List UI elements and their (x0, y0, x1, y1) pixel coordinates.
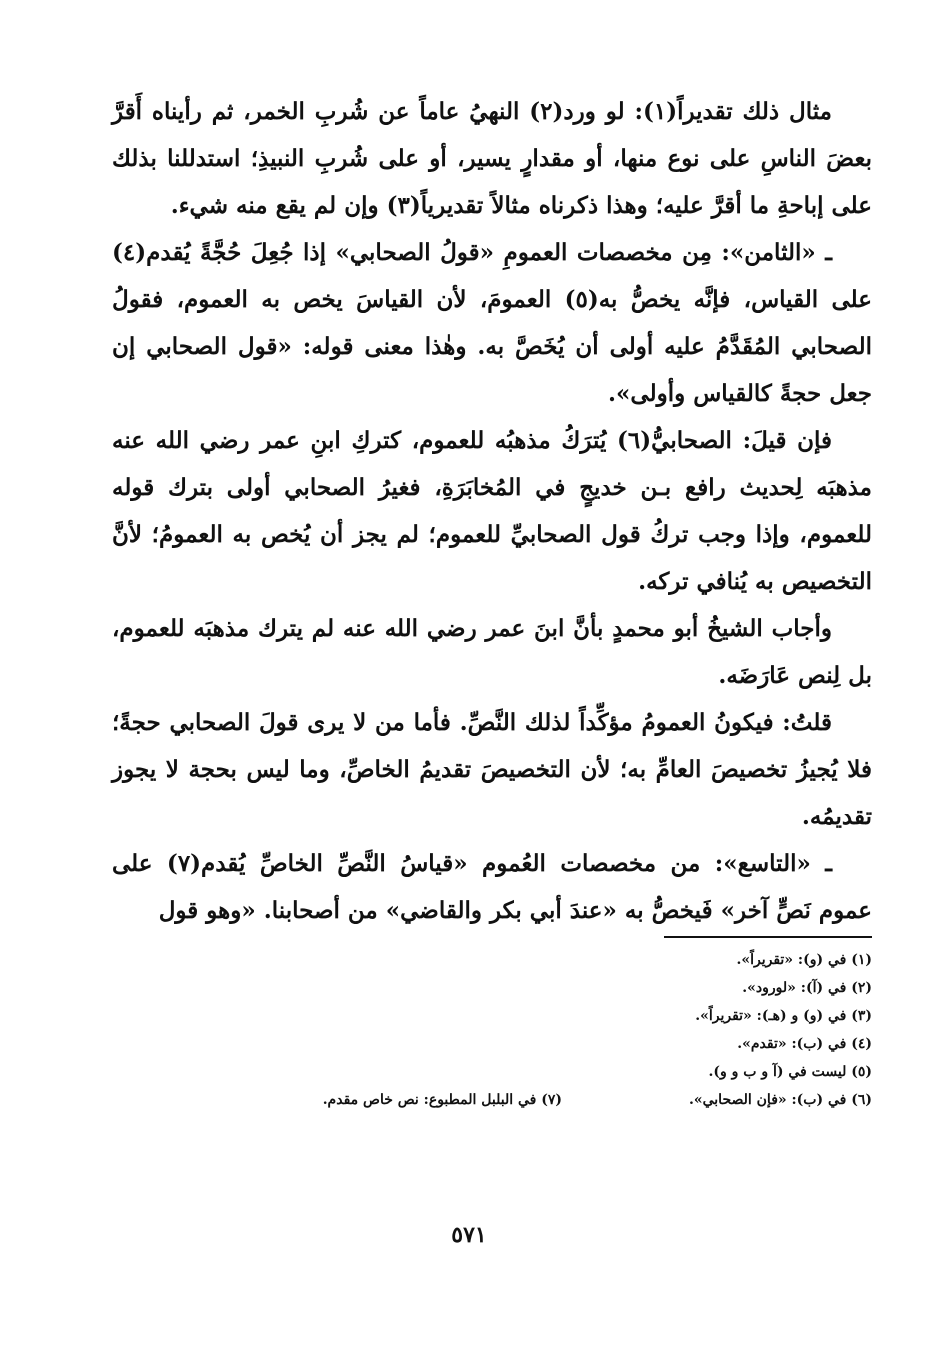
footnote-6: (٦) في (ب): «فإن الصحابي». (688, 1092, 872, 1108)
paragraph-5: قلتُ: فيكونُ العمومُ مؤكِّداً لذلك النَّصِّ. فأما من لا يرى قولَ الصحابي حجةً؛ فلا يُجيزُ تخصيصَ العامِّ به؛ لأن التخصيصَ تقديمُ الخاصِّ، وما ليس بحجة لا يجوز تقديمُه. (112, 709, 872, 830)
paragraph-6: ـ «التاسع»: من مخصصات العُموم «قياسُ النَّصِّ الخاصِّ يُقدم(٧) على عموم نَصٍّ آخر» فَيخصُّ به «عندَ أبي بكر والقاضي» من أصحابنا. «وهو قول (112, 850, 872, 924)
page-number: ٥٧١ (451, 1222, 487, 1248)
footnotes-column-left (323, 1086, 562, 1114)
footnote-7: (٧) في البلبل المطبوع: نص خاص مقدم. (322, 1092, 562, 1108)
footnote-divider (664, 936, 872, 938)
paragraph-3: فإن قيلَ: الصحابيُّ(٦) يُترَكُ مذهبُه للعموم، كتركِ ابنِ عمر رضي الله عنه مذهبَه لِحديث رافع بـن خديجٍ في المُخابَرَةِ، فغيرُ الصحابي أولى بترك قوله للعموم، وإذا وجب تركُ قول الصحابيِّ للعموم؛ لم يجز أن يُخص به العمومُ؛ لأنَّ التخصيص به يُنافي تركه. (112, 427, 872, 595)
paragraph-2: ـ «الثامن»: مِن مخصصات العمومِ «قولُ الصحابي» إذا جُعِلَ حُجَّةً يُقدم(٤) على القياس، فإنَّه يخصُّ به(٥) العمومَ، لأن القياسَ يخص به العموم، فقولُ الصحابي المُقَدَّمُ عليه أولى أن يُخَصَّ به. وهٰذا معنى قوله: «قول الصحابي إن جعل حجةً كالقياس وأولى». (112, 239, 872, 407)
paragraph-1: مثال ذلك تقديراً(١): لو ورد(٢) النهيُ عاماً عن شُربِ الخمر، ثم رأيناه أَقرَّ بعضَ الناسِ على نوع منها، أو مقدارٍ يسير، أو على شُربِ النبيذِ؛ استدللنا بذلك على إباحةِ ما أقرَّ عليه؛ وهذا ذكرناه مثالاً تقديرياً(٣) وإن لم يقع منه شيء. (112, 98, 872, 219)
footnote-5: (٥) ليست في (آ و ب و و). (708, 1064, 872, 1080)
footnote-2: (٢) في (آ): «لورود». (742, 980, 872, 996)
footnotes-column-right (689, 946, 872, 1114)
footnote-3: (٣) في (و) و (هـ): «تقريراً». (695, 1008, 872, 1024)
main-text (112, 88, 872, 934)
paragraph-4: وأجاب الشيخُ أبو محمدٍ بأنَّ ابنَ عمر رضي الله عنه لم يترك مذهبَه للعموم، بل لِنص عَارَضَه. (112, 615, 872, 689)
footnote-4: (٤) في (ب): «تقدم». (737, 1036, 872, 1052)
footnote-1: (١) في (و): «تقريراً». (736, 952, 872, 968)
